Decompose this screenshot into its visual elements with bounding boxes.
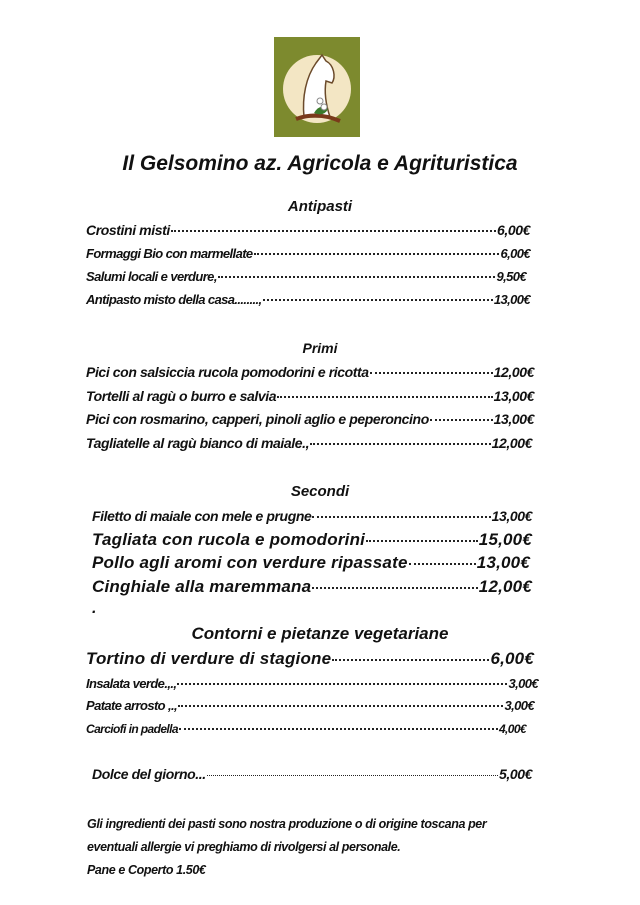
menu-item: [86, 698, 534, 713]
dot-leader: [179, 728, 498, 730]
section-heading-primi: Primi: [302, 340, 338, 356]
item-price: 12,00€: [478, 577, 532, 596]
menu-item: [86, 435, 532, 451]
item-price: 13,00€: [491, 508, 532, 524]
dot-leader: [370, 372, 493, 374]
dot-leader: [177, 683, 507, 685]
section-heading-contorni: [0, 624, 640, 644]
item-name: Pollo agli aromi con verdure ripassate: [92, 553, 408, 572]
item-name: Carciofi in padella: [86, 722, 178, 736]
item-name: Salumi locali e verdure,: [86, 269, 217, 284]
item-price: 3,00€: [504, 698, 534, 713]
menu-item: [92, 553, 530, 573]
item-price: 6,00€: [496, 222, 530, 238]
dot-leader: [312, 516, 490, 518]
farm-logo: [274, 37, 360, 137]
item-price: 3,00€: [508, 676, 538, 691]
dot-leader: [332, 659, 489, 661]
item-name: Tagliata con rucola e pomodorini: [92, 530, 366, 549]
item-name: Crostini misti: [86, 222, 170, 238]
item-name: Tortino di verdure di stagione: [86, 649, 332, 668]
item-name: Patate arrosto ,.,: [86, 698, 178, 713]
stray-dot: .: [92, 600, 97, 617]
dot-leader: [366, 540, 478, 542]
item-price: 6,00€: [490, 649, 534, 668]
dot-leader: [430, 419, 493, 421]
menu-item-dolce: [92, 766, 532, 782]
item-price: 6,00€: [500, 246, 530, 261]
item-name: Tortelli al ragù o burro e salvia: [86, 388, 277, 404]
section-heading-contorni-text: Contorni e pietanze vegetariane: [191, 624, 449, 643]
menu-item: [86, 269, 526, 284]
menu-item: [92, 530, 532, 550]
page-title: Il Gelsomino az. Agricola e Agrituristica: [122, 152, 518, 175]
section-heading-secondi: Secondi: [290, 483, 350, 500]
menu-item: [86, 649, 534, 669]
dot-leader: [171, 230, 496, 232]
dot-leader: [312, 587, 478, 589]
item-price: 12,00€: [491, 435, 532, 451]
item-name: Formaggi Bio con marmellate: [86, 246, 253, 261]
item-name: Insalata verde.,.,: [86, 676, 177, 691]
menu-item: [86, 222, 530, 238]
dot-leader: [277, 396, 492, 398]
menu-item: [86, 388, 534, 404]
menu-item: [86, 292, 530, 307]
footer-allergy-note-2: eventuali allergie vi preghiamo di rivolgersi al personale.: [87, 840, 401, 854]
item-price: 9,50€: [496, 269, 526, 284]
dot-leader: [310, 443, 490, 445]
item-price: 4,00€: [498, 722, 526, 736]
footer-cover-charge: Pane e Coperto 1.50€: [87, 863, 206, 877]
menu-item: [86, 364, 534, 380]
item-price: 13,00€: [493, 388, 534, 404]
menu-item: [86, 411, 534, 427]
menu-item: [86, 722, 526, 736]
dot-leader: [254, 253, 500, 255]
item-name: Dolce del giorno...: [92, 766, 206, 782]
item-price: 13,00€: [476, 553, 530, 572]
menu-item: [92, 577, 532, 597]
item-name: Tagliatelle al ragù bianco di maiale.,: [86, 435, 310, 451]
menu-item: [92, 508, 532, 524]
dot-leader: [178, 705, 503, 707]
dot-leader: [218, 276, 496, 278]
menu-item: [86, 246, 530, 261]
item-name: Filetto di maiale con mele e prugne: [92, 508, 312, 524]
dot-leader: [409, 563, 476, 565]
horse-logo-icon: [274, 37, 360, 137]
item-price: 5,00€: [498, 766, 532, 782]
dot-leader: [207, 775, 498, 776]
item-price: 15,00€: [478, 530, 532, 549]
item-price: 13,00€: [493, 292, 530, 307]
footer-allergy-note: Gli ingredienti dei pasti sono nostra produzione o di origine toscana per: [87, 817, 487, 831]
item-price: 12,00€: [493, 364, 534, 380]
section-heading-antipasti: Antipasti: [287, 198, 353, 215]
dot-leader: [263, 299, 493, 301]
item-price: 13,00€: [493, 411, 534, 427]
item-name: Antipasto misto della casa........,: [86, 292, 262, 307]
menu-item: [86, 676, 538, 691]
item-name: Cinghiale alla maremmana: [92, 577, 312, 596]
item-name: Pici con salsiccia rucola pomodorini e ricotta: [86, 364, 369, 380]
item-name: Pici con rosmarino, capperi, pinoli aglio e peperoncino: [86, 411, 429, 427]
